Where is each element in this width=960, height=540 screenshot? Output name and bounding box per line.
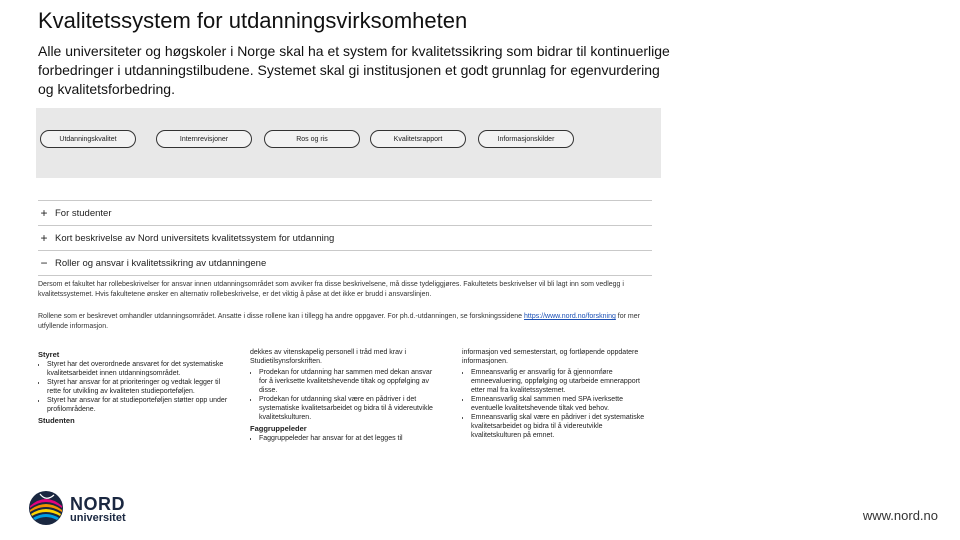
list-item: • Styret har ansvar for at prioriteringer og vedtak legger til rette for utvikling av kvaliteten studieporteføljen. xyxy=(47,378,228,396)
plus-icon: + xyxy=(40,231,48,245)
column-lead: dekkes av vitenskapelig personell i tråd med krav i Studietilsynsforskriften. xyxy=(250,349,407,365)
list-item: • Emneansvarlig skal sammen med SPA iverksette eventuelle kvalitetshevende tiltak ved behov. xyxy=(471,395,652,413)
website-url: www.nord.no xyxy=(862,508,938,523)
forskning-link[interactable]: https://www.nord.no/forskning xyxy=(524,313,616,320)
section-paragraph-1: Dersom et fakultet har rollebeskrivelser for ansvar innen utdanningsområdet som avviker fra disse beskrivelsene, må disse tydeliggjøres. Fakultetets beskrivelser vil bli lagt inn som vedlegg i kvalitetssystemet. Hvis fakultetene ønsker en alternativ rollebeskrivelse, er det viktig å påse at det ikke er brudd i ansvarslinjen. xyxy=(38,281,624,298)
accordion-item-roller-og-ansvar[interactable] xyxy=(38,251,652,276)
logo-wordmark: NORD xyxy=(70,494,125,514)
logo-emblem-icon xyxy=(28,490,64,526)
list-item: • Prodekan for utdanning har sammen med dekan ansvar for å iverksette kvalitetshevende tiltak og oppfølging av disse. xyxy=(259,368,440,395)
informasjonskilder-button[interactable]: Informasjonskilder xyxy=(478,130,574,148)
studenten-heading: Studenten xyxy=(38,416,75,425)
list-item: • Styret har det overordnede ansvaret for det systematiske kvalitetsarbeidet innen utdanningsområdet. xyxy=(47,360,228,378)
page-title: Kvalitetssystem for utdanningsvirksomheten xyxy=(38,8,468,33)
prodekan-list xyxy=(250,368,440,422)
list-item: • Prodekan for utdanning skal være en pådriver i det systematiske kvalitetsarbeidet og bidra til å videreutvikle kvalitetskulturen. xyxy=(259,395,440,422)
styret-list xyxy=(38,360,228,414)
roles-column-2 xyxy=(250,348,440,470)
list-item: • Faggruppeleder har ansvar for at det legges til xyxy=(259,434,440,443)
list-item: • Emneansvarlig er ansvarlig for å gjennomføre emneevaluering, oppfølging og utarbeide emnerapport etter mal fra kvalitetssystemet. xyxy=(471,368,652,395)
roles-column-1 xyxy=(38,348,228,470)
section-paragraph-2 xyxy=(38,312,660,332)
accordion-item-kort-beskrivelse[interactable] xyxy=(38,226,652,251)
faggruppeleder-list xyxy=(250,434,440,443)
kvalitetsrapport-button[interactable]: Kvalitetsrapport xyxy=(370,130,466,148)
internrevisjoner-button[interactable]: Internrevisjoner xyxy=(156,130,252,148)
accordion-label: Roller og ansvar i kvalitetssikring av utdanningene xyxy=(55,257,267,269)
accordion-item-for-studenter[interactable] xyxy=(38,200,652,226)
utdanningskvalitet-button[interactable]: Utdanningskvalitet xyxy=(40,130,136,148)
emneansvarlig-list xyxy=(462,368,652,440)
accordion-label: For studenter xyxy=(55,207,112,219)
list-item: • Emneansvarlig skal være en pådriver i det systematiske kvalitetsarbeidet og bidra til å videreutvikle kvalitetskulturen på emnet. xyxy=(471,413,652,440)
logo-subtitle: universitet xyxy=(70,512,126,524)
accordion-label: Kort beskrivelse av Nord universitets kvalitetssystem for utdanning xyxy=(55,232,335,244)
paragraph-tail: for mer utfyllende informasjon. xyxy=(38,313,640,330)
quick-links-panel xyxy=(36,108,661,178)
nord-universitet-logo xyxy=(28,488,158,530)
minus-icon: − xyxy=(40,256,48,270)
accordion xyxy=(38,200,652,276)
ros-og-ris-button[interactable]: Ros og ris xyxy=(264,130,360,148)
faggruppeleder-heading: Faggruppeleder xyxy=(250,424,307,433)
paragraph-text: Rollene som er beskrevet omhandler utdanningsområdet. Ansatte i disse rollene kan i tillegg ha andre oppgaver. For ph.d.-utdanningen, se forskningssidene xyxy=(38,313,523,320)
styret-heading: Styret xyxy=(38,350,60,359)
roles-column-3 xyxy=(462,348,652,470)
column-lead: informasjon ved semesterstart, og fortløpende oppdatere informasjonen. xyxy=(462,349,639,365)
plus-icon: + xyxy=(40,206,48,220)
intro-paragraph: Alle universiteter og høgskoler i Norge skal ha et system for kvalitetssikring som bidrar til kontinuerlige forbedringer i utdanningstilbudene. Systemet skal gi institusjonen et godt grunnlag for egenvurdering og kvalitetsforbedring. xyxy=(38,43,670,97)
list-item: • Styret har ansvar for at studieporteføljen støtter opp under profilområdene. xyxy=(47,396,228,414)
